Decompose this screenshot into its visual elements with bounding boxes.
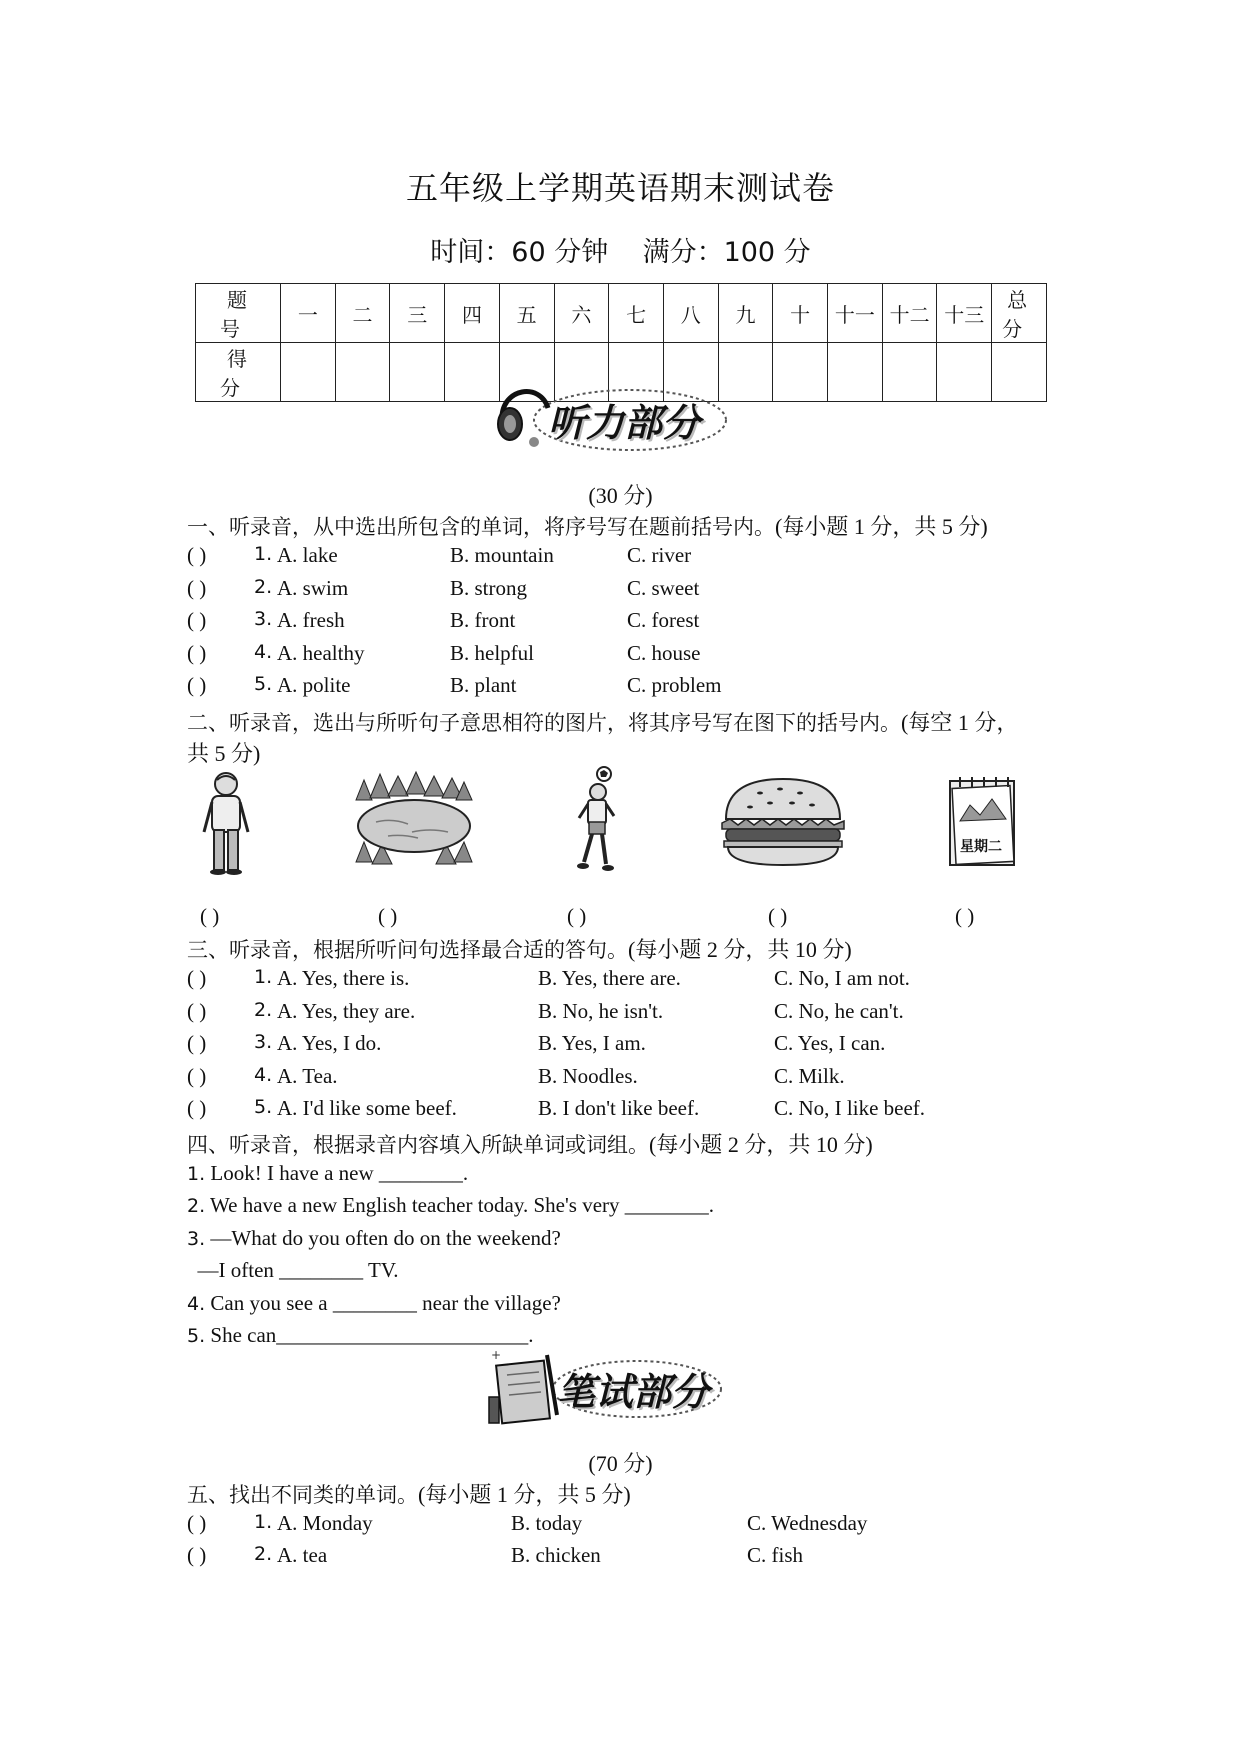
section-1-title [187, 510, 988, 541]
fill-blank-text: —What do you often do on the weekend? [205, 1226, 561, 1250]
fill-blank-line [187, 1226, 561, 1251]
score-table-col: 九 [718, 284, 773, 343]
section-1-instruction: 一、听录音，从中选出所包含的单词，将序号写在题前括号内。 [187, 515, 775, 539]
answer-paren[interactable]: ( ) [187, 543, 207, 567]
option-a: A. Yes, I do. [277, 1031, 382, 1055]
option-a: A. polite [277, 673, 351, 697]
answer-paren[interactable]: ( ) [187, 1511, 207, 1535]
answer-paren[interactable]: ( ) [187, 966, 207, 990]
svg-text:+: + [491, 1348, 502, 1362]
score-cell[interactable] [390, 343, 445, 402]
question-number: 2. [254, 1543, 273, 1565]
score-cell[interactable] [882, 343, 937, 402]
question-number: 1. [187, 1163, 206, 1185]
option-c: C. Milk. [774, 1064, 845, 1088]
option-c: C. problem [627, 673, 722, 697]
answer-paren[interactable]: ( ) [187, 641, 207, 665]
answer-paren[interactable]: ( ) [187, 1031, 207, 1055]
option-a: A. Yes, there is. [277, 966, 410, 990]
option-b: B. Noodles. [538, 1064, 638, 1088]
option-b: B. helpful [450, 641, 534, 665]
option-b: B. Yes, I am. [538, 1031, 646, 1055]
option-a: A. fresh [277, 608, 345, 632]
writing-banner-text: 笔试部分 [557, 1369, 710, 1414]
question-number: 1. [254, 1511, 273, 1533]
option-b: B. I don't like beef. [538, 1096, 700, 1120]
question-number: 2. [254, 999, 273, 1021]
score-table-col: 十三 [937, 284, 992, 343]
option-c: C. house [627, 641, 701, 665]
fill-blank-line[interactable] [187, 1193, 714, 1218]
question-number: 3. [187, 1228, 206, 1250]
picture-answer-paren[interactable]: ( ) [768, 904, 788, 928]
exam-title: 五年级上学期英语期末测试卷 [405, 169, 835, 207]
option-c: C. forest [627, 608, 700, 632]
section-5-score: (每小题 1 分，共 5 分) [418, 1482, 631, 1507]
section-2-score-cont: 共 5 分) [187, 741, 261, 766]
option-c: C. fish [747, 1543, 804, 1567]
option-a: A. Yes, they are. [277, 999, 416, 1023]
option-c: C. river [627, 543, 692, 567]
section-5-title [187, 1478, 631, 1509]
boy-playing-football-picture [576, 766, 618, 874]
option-b: B. Yes, there are. [538, 966, 681, 990]
section-4-instruction: 四、听录音，根据录音内容填入所缺单词或词组。 [187, 1133, 649, 1157]
fill-blank-text: Look! I have a new ________. [205, 1161, 469, 1185]
question-number: 5. [254, 1096, 273, 1118]
option-b: B. No, he isn't. [538, 999, 664, 1023]
question-number: 4. [254, 1064, 273, 1086]
fill-blank-line[interactable] [187, 1258, 399, 1283]
question-number: 1. [254, 543, 273, 565]
section-4-score: (每小题 2 分，共 10 分) [649, 1132, 873, 1157]
option-a: A. Monday [277, 1511, 373, 1535]
score-table-col: 八 [663, 284, 718, 343]
calendar-picture [946, 775, 1018, 869]
answer-paren[interactable]: ( ) [187, 1543, 207, 1567]
section-2-instruction: 二、听录音，选出与所听句子意思相符的图片，将其序号写在图下的括号内。 [187, 711, 901, 735]
question-number: 3. [254, 1031, 273, 1053]
hamburger-picture [720, 775, 846, 867]
option-b: B. strong [450, 576, 528, 600]
option-c: C. Wednesday [747, 1511, 868, 1535]
option-c: C. No, I am not. [774, 966, 910, 990]
option-a: A. healthy [277, 641, 365, 665]
option-c: C. sweet [627, 576, 700, 600]
fill-blank-line[interactable] [187, 1323, 534, 1348]
section-2-title-cont [187, 737, 260, 768]
fill-blank-text: She can________________________. [205, 1323, 534, 1347]
answer-paren[interactable]: ( ) [187, 1096, 207, 1120]
section-5-instruction: 五、找出不同类的单词。 [187, 1483, 418, 1507]
section-2-title [187, 706, 1018, 737]
listening-banner [490, 378, 730, 458]
question-number: 4. [254, 641, 273, 663]
picture-answer-paren[interactable]: ( ) [200, 904, 220, 928]
score-table-col: 十一 [828, 284, 883, 343]
option-b: B. mountain [450, 543, 554, 567]
fill-blank-text: Can you see a ________ near the village? [205, 1291, 561, 1315]
score-table-col: 六 [554, 284, 609, 343]
picture-answer-paren[interactable]: ( ) [378, 904, 398, 928]
score-table-total-label: 总分 [992, 284, 1047, 343]
question-number: 1. [254, 966, 273, 988]
score-table-row-label: 题号 [196, 284, 281, 343]
option-b: B. chicken [511, 1543, 601, 1567]
answer-paren[interactable]: ( ) [187, 608, 207, 632]
section-3-instruction: 三、听录音，根据所听问句选择最合适的答句。 [187, 938, 628, 962]
section-3-score: (每小题 2 分，共 10 分) [628, 937, 852, 962]
listening-banner-text: 听力部分 [548, 400, 701, 445]
option-a: A. tea [277, 1543, 328, 1567]
score-table-col: 四 [445, 284, 500, 343]
question-number: 5. [254, 673, 273, 695]
question-number: 5. [187, 1325, 206, 1347]
option-a: A. I'd like some beef. [277, 1096, 457, 1120]
answer-paren[interactable]: ( ) [187, 1064, 207, 1088]
option-c: C. Yes, I can. [774, 1031, 886, 1055]
question-number: 3. [254, 608, 273, 630]
fill-blank-text: We have a new English teacher today. She's very ________. [205, 1193, 715, 1217]
answer-paren[interactable]: ( ) [187, 999, 207, 1023]
score-table-col: 一 [281, 284, 336, 343]
writing-banner [487, 1345, 727, 1427]
section-4-title [187, 1128, 873, 1159]
question-number: 2. [187, 1195, 206, 1217]
score-table-col: 十 [773, 284, 828, 343]
score-cell[interactable] [992, 343, 1047, 402]
score-cell[interactable] [335, 343, 390, 402]
picture-answer-paren[interactable]: ( ) [567, 904, 587, 928]
writing-points: (70 分) [588, 1451, 653, 1476]
fill-blank-line[interactable] [187, 1161, 468, 1186]
score-table-row-label: 得分 [196, 343, 281, 402]
picture-answer-paren[interactable]: ( ) [955, 904, 975, 928]
option-a: A. lake [277, 543, 338, 567]
option-c: C. No, I like beef. [774, 1096, 926, 1120]
option-a: A. Tea. [277, 1064, 338, 1088]
score-cell[interactable] [281, 343, 336, 402]
score-cell[interactable] [937, 343, 992, 402]
section-1-score: (每小题 1 分，共 5 分) [775, 514, 988, 539]
option-c: C. No, he can't. [774, 999, 904, 1023]
exam-time-and-score: 时间：60 分钟 满分：100 分 [430, 237, 811, 268]
score-cell[interactable] [828, 343, 883, 402]
fill-blank-text: —I often ________ TV. [187, 1258, 399, 1282]
section-2-score: (每空 1 分， [901, 710, 1019, 735]
answer-paren[interactable]: ( ) [187, 673, 207, 697]
score-table-col: 二 [335, 284, 390, 343]
score-table-col: 五 [499, 284, 554, 343]
score-table-col: 十二 [882, 284, 937, 343]
fill-blank-line[interactable] [187, 1291, 561, 1316]
score-table-col: 三 [390, 284, 445, 343]
option-a: A. swim [277, 576, 349, 600]
listening-points: (30 分) [588, 483, 653, 508]
question-number: 2. [254, 576, 273, 598]
calendar-text: 星期二 [960, 839, 1002, 855]
question-number: 4. [187, 1293, 206, 1315]
option-b: B. plant [450, 673, 517, 697]
score-cell[interactable] [773, 343, 828, 402]
score-table-col: 七 [609, 284, 664, 343]
old-man-picture [200, 770, 252, 876]
lake-picture [352, 770, 476, 868]
score-table-header-row [196, 284, 1047, 343]
section-3-title [187, 933, 852, 964]
option-b: B. today [511, 1511, 583, 1535]
answer-paren[interactable]: ( ) [187, 576, 207, 600]
option-b: B. front [450, 608, 516, 632]
